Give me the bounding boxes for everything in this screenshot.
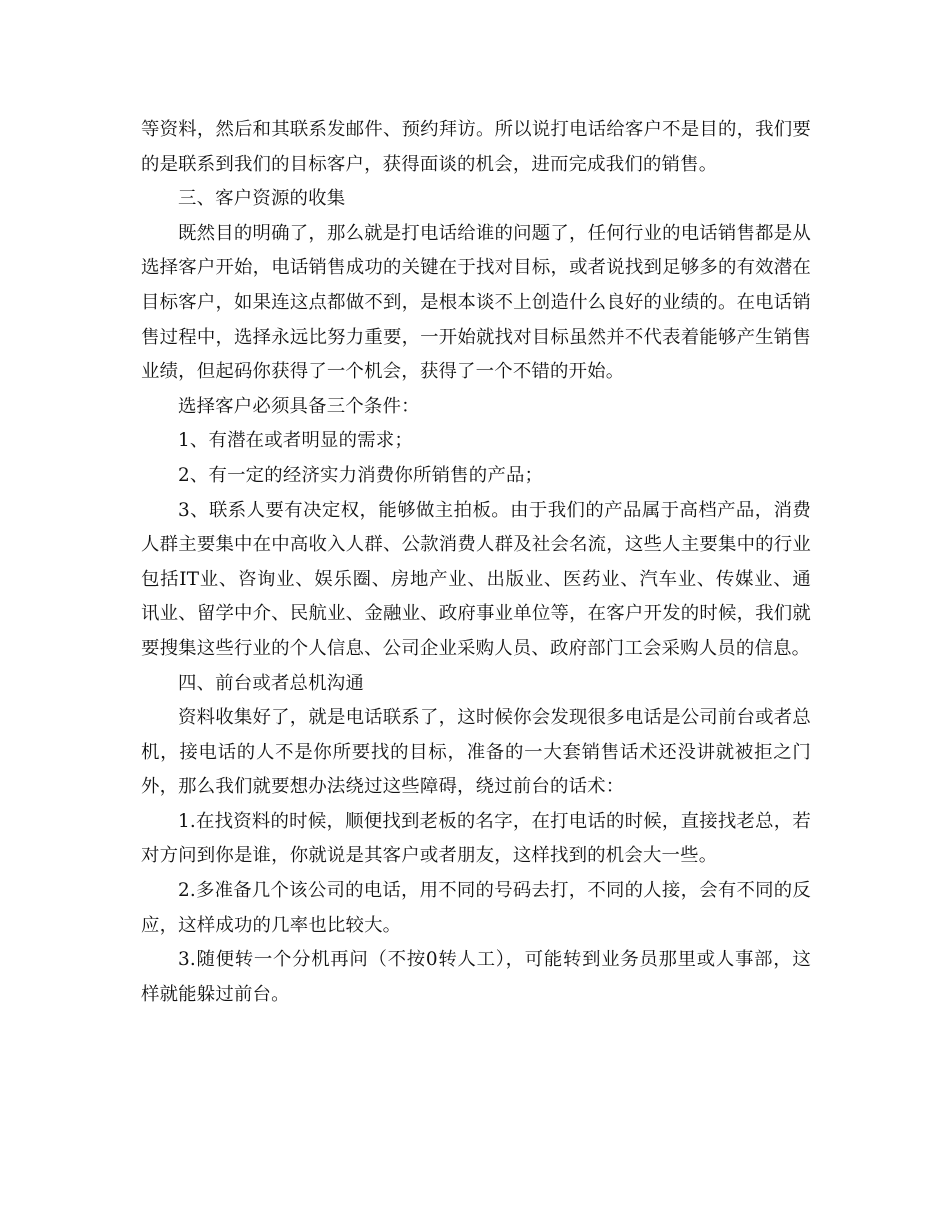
document-page	[141, 113, 811, 1012]
paragraph-three-conditions: 选择客户必须具备三个条件：	[178, 395, 420, 417]
paragraph-target-customers: 既然目的明确了，那么就是打电话给谁的问题了，任何行业的电话销售都是从选择客户开始，电话销售成功的关键在于找对目标，或者说找到足够多的有效潜在目标客户，如果连这点都做不到，是根本谈不上创造什么良好的业绩的。在电话销售过程中，选择永远比努力重要，一开始就找对目标虽然并不代表着能够产生销售业绩，但起码你获得了一个机会，获得了一个不错的开始。	[141, 222, 811, 383]
list-item-condition-1: 1、有潜在或者明显的需求；	[178, 430, 413, 452]
section-heading-customer-resources: 三、客户资源的收集	[178, 188, 346, 210]
list-item-tip-2: 2.多准备几个该公司的电话，用不同的号码去打，不同的人接，会有不同的反应，这样成功的几率也比较大。	[141, 880, 811, 936]
list-item-tip-3: 3.随便转一个分机再问（不按0转人工），可能转到业务员那里或人事部，这样就能躲过前台。	[141, 949, 811, 1005]
paragraph-continuation: 等资料，然后和其联系发邮件、预约拜访。所以说打电话给客户不是目的，我们要的是联系到我们的目标客户，获得面谈的机会，进而完成我们的销售。	[141, 119, 811, 175]
list-item-tip-1: 1.在找资料的时候，顺便找到老板的名字，在打电话的时候，直接找老总，若对方问到你是谁，你就说是其客户或者朋友，这样找到的机会大一些。	[141, 810, 811, 867]
paragraph-front-desk-intro: 资料收集好了，就是电话联系了，这时候你会发现很多电话是公司前台或者总机，接电话的人不是你所要找的目标，准备的一大套销售话术还没讲就被拒之门外，那么我们就要想办法绕过这些障碍，绕过前台的话术：	[141, 707, 811, 798]
list-item-condition-3: 3、联系人要有决定权，能够做主拍板。由于我们的产品属于高档产品，消费人群主要集中在中高收入人群、公款消费人群及社会名流，这些人主要集中的行业包括IT业、咨询业、娱乐圈、房地产业、出版业、医药业、汽车业、传媒业、通讯业、留学中介、民航业、金融业、政府事业单位等，在客户开发的时候，我们就要搜集这些行业的个人信息、公司企业采购人员、政府部门工会采购人员的信息。	[141, 499, 811, 659]
list-item-condition-2: 2、有一定的经济实力消费你所销售的产品；	[178, 464, 544, 486]
section-heading-front-desk: 四、前台或者总机沟通	[178, 672, 364, 694]
